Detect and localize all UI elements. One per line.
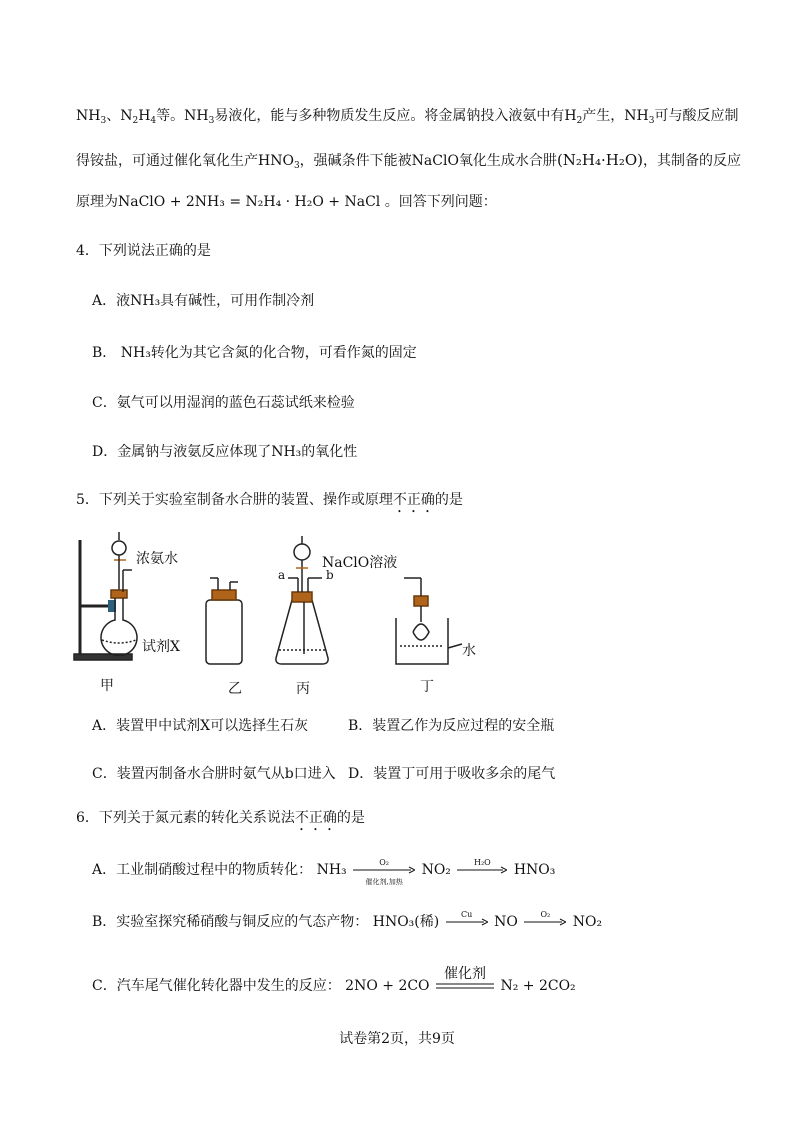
- q4-option-c: C．氨气可以用湿润的蓝色石蕊试纸来检验: [92, 395, 355, 411]
- label-reagent-x: 试剂X: [142, 639, 180, 655]
- label-a: a: [278, 568, 286, 582]
- q4-option-b: B． NH₃转化为其它含氮的化合物，可看作氮的固定: [92, 345, 417, 361]
- q6-stem: 6．下列关于氮元素的转化关系说法不正确的是: [76, 810, 365, 826]
- q5-option-b: B．装置乙作为反应过程的安全瓶: [348, 718, 555, 734]
- label-b: b: [326, 568, 334, 582]
- q6-option-b: B．实验室探究稀硝酸与铜反应的气态产物： HNO₃(稀) Cu NO O₂ NO₂: [92, 910, 603, 930]
- q5-option-c: C．装置丙制备水合肼时氨气从b口进入: [92, 766, 336, 782]
- q5-stem: 5．下列关于实验室制备水合肼的装置、操作或原理不正确的是: [76, 492, 463, 508]
- q4-option-d: D．金属钠与液氨反应体现了NH₃的氧化性: [92, 444, 358, 460]
- label-bing: 丙: [296, 681, 310, 697]
- intro-line-3: 原理为NaClO + 2NH₃ = N₂H₄ · H₂O + NaCl 。回答下列问题：: [76, 194, 497, 210]
- label-water: 水: [462, 643, 476, 659]
- q4-stem: 4．下列说法正确的是: [76, 243, 211, 259]
- label-jia: 甲: [100, 678, 114, 694]
- equals-sign-icon: 催化剂: [444, 966, 486, 982]
- q5-option-a: A．装置甲中试剂X可以选择生石灰: [92, 718, 309, 734]
- q4-option-a: A．液NH₃具有碱性，可用作制冷剂: [92, 293, 315, 309]
- label-ding: 丁: [420, 679, 434, 695]
- arrow-icon: Cu: [446, 918, 488, 926]
- arrow-icon: O₂: [524, 918, 566, 926]
- intro-line-1: $NH_3$、$N_2H_4$等。$NH_3$易液化，能与多种物质发生反应。将金属钠投入液氨中有$H_2$产生，$NH_3$可与酸反应制: [76, 108, 739, 126]
- q5-option-d: D．装置丁可用于吸收多余的尾气: [348, 766, 556, 782]
- arrow-icon: O₂ 催化剂,加热: [353, 866, 415, 874]
- q6-option-c: C．汽车尾气催化转化器中发生的反应： 2NO + 2CO 催化剂 N₂ + 2CO₂: [92, 966, 576, 994]
- arrow-icon: H₂O: [457, 866, 507, 874]
- page-footer: 试卷第2页，共9页: [339, 1031, 455, 1047]
- q6-option-a: A．工业制硝酸过程中的物质转化： NH₃ O₂ 催化剂,加热 NO₂ H₂O HNO₃: [92, 858, 556, 886]
- label-conc-ammonia: 浓氨水: [136, 551, 178, 567]
- apparatus-figure: [70, 530, 490, 680]
- intro-line-2: 得铵盐，可通过催化氧化生产$HNO_3$，强碱条件下能被NaClO氧化生成水合肼(N₂H₄·H₂O)，其制备的反应: [76, 151, 742, 171]
- label-yi: 乙: [228, 681, 242, 697]
- label-naclo: NaClO溶液: [322, 555, 398, 571]
